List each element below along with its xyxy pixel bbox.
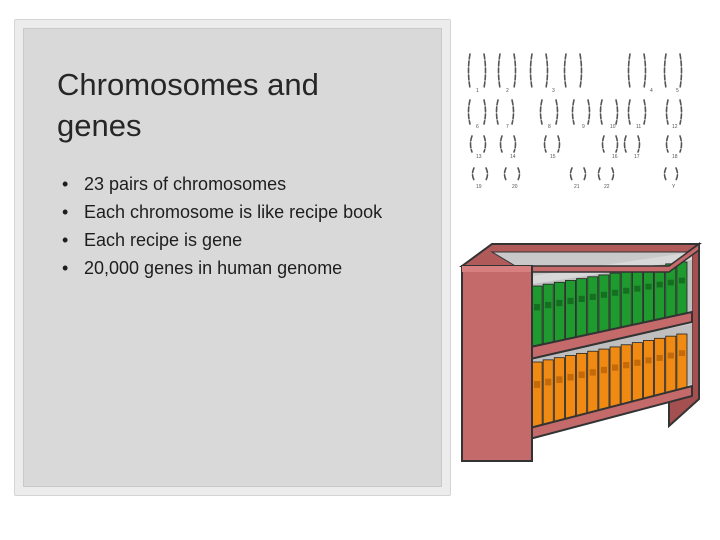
chromosome-mark [514,136,516,152]
book-spine [632,343,642,404]
book-band [634,286,640,292]
book-spine [643,268,653,326]
book-spine [655,266,665,323]
book-band [590,369,596,375]
book-band [545,302,551,308]
chromosome-mark [558,136,560,152]
book-band [579,296,585,302]
chromosome-label: Y [672,184,676,190]
book-spine [621,271,631,330]
chromosome-label: 12 [672,124,678,130]
book-spine [554,358,564,424]
chromosome-mark [680,54,682,88]
chromosome-label: 17 [634,154,640,160]
book-band [534,304,540,310]
title-line-2: genes [57,108,142,143]
book-spine [599,349,609,412]
book-spine [588,277,598,338]
book-spine [577,353,587,418]
book-spine [565,356,575,422]
book-band [556,300,562,306]
chromosome-mark [512,100,514,124]
chromosome-mark [514,54,516,88]
chromosome-mark [546,54,548,88]
chromosome-mark [565,54,567,88]
book-spine [677,334,687,392]
book-band [534,381,540,388]
book-band [645,284,651,290]
chromosome-label: 19 [476,184,482,190]
bullet-list [62,170,382,282]
book-spine [543,360,553,427]
book-band [623,362,629,368]
bullet-text: 20,000 genes in human genome [84,258,343,278]
chromosome-label: 7 [506,124,509,130]
book-band [668,280,674,286]
chromosome-mark [676,168,678,180]
chromosome-label: 2 [506,88,509,94]
chromosome-mark [667,100,669,124]
chromosome-mark [473,168,475,180]
chromosome-label: 16 [612,154,618,160]
chromosome-label: 5 [676,88,679,94]
book-band [634,360,640,366]
chromosome-label: 15 [550,154,556,160]
chromosome-label: 14 [510,154,516,160]
chromosome-mark [603,136,605,152]
book-spine [577,279,587,341]
book-spine [610,347,620,410]
book-spine [655,338,665,398]
book-band [623,288,629,294]
book-band [545,379,551,386]
book-band [679,350,685,356]
chromosome-mark [584,168,586,180]
chromosome-mark [505,168,507,180]
bullet-text: 23 pairs of chromosomes [84,174,287,194]
chromosome-mark [588,100,590,124]
chromosome-mark [665,54,667,88]
book-band [612,290,618,296]
chromosome-mark [680,136,682,152]
chromosome-mark [571,168,573,180]
chromosome-mark [499,54,501,88]
book-band [601,292,607,298]
chromosome-mark [484,54,486,88]
book-spine [543,284,553,347]
bullet-item [62,170,382,198]
karyotype-image [462,44,697,194]
book-band [567,298,573,304]
book-spine [532,286,542,350]
chromosome-mark [667,136,669,152]
book-band [645,357,651,363]
chromosome-mark [573,100,575,124]
bullet-text: Each recipe is gene [84,230,243,250]
chromosome-mark [556,100,558,124]
title-line-1: Chromosomes and [57,67,319,102]
book-band [679,278,685,284]
chromosome-mark [518,168,520,180]
chromosome-mark [545,136,547,152]
book-spine [532,362,542,430]
book-spine [677,262,687,318]
slide-title [57,64,387,146]
chromosome-label: 11 [636,124,642,130]
chromosome-mark [644,54,646,88]
chromosome-mark [469,100,471,124]
chromosome-mark [484,136,486,152]
book-spine [643,340,653,400]
chromosome-mark [638,136,640,152]
chromosome-label: 22 [604,184,610,190]
chromosome-mark [680,100,682,124]
bullet-dot: • [62,230,69,250]
book-band [590,294,596,300]
chromosome-mark [665,168,667,180]
chromosome-label: 8 [548,124,551,130]
book-spine [632,269,642,327]
bullet-item [62,226,382,254]
chromosome-mark [486,168,488,180]
chromosome-label: 18 [672,154,678,160]
chromosome-label: 20 [512,184,518,190]
bullet-item [62,254,382,282]
book-band [657,282,663,288]
book-spine [610,273,620,333]
chromosome-mark [469,54,471,88]
bookcase-image [456,236,706,466]
bullet-text: Each chromosome is like recipe book [84,202,383,222]
chromosome-label: 10 [610,124,616,130]
book-band [556,376,562,383]
book-band [579,372,585,378]
bullet-item [62,198,382,226]
book-spine [588,351,598,415]
chromosome-label: 21 [574,184,580,190]
chromosome-label: 13 [476,154,482,160]
book-spine [666,336,676,395]
book-spine [565,280,575,342]
chromosome-label: 4 [650,88,653,94]
chromosome-label: 9 [582,124,585,130]
book-band [601,367,607,373]
chromosome-mark [612,168,614,180]
chromosome-mark [629,100,631,124]
chromosome-mark [644,100,646,124]
chromosome-label: 6 [476,124,479,130]
chromosome-mark [471,136,473,152]
book-band [567,374,573,381]
chromosome-mark [497,100,499,124]
bullet-dot: • [62,258,69,278]
bullet-dot: • [62,202,69,222]
chromosome-mark [580,54,582,88]
chromosome-mark [625,136,627,152]
chromosome-mark [501,136,503,152]
chromosome-mark [629,54,631,88]
chromosome-label: 1 [476,88,479,94]
book-band [612,364,618,370]
chromosome-mark [601,100,603,124]
book-band [668,353,674,359]
chromosome-mark [541,100,543,124]
chromosome-mark [599,168,601,180]
bullet-dot: • [62,174,69,194]
book-spine [621,345,631,407]
chromosome-mark [531,54,533,88]
chromosome-mark [484,100,486,124]
book-spine [554,282,564,345]
chromosome-mark [616,136,618,152]
book-band [657,355,663,361]
chromosome-label: 3 [552,88,555,94]
book-spine [599,275,609,335]
chromosome-mark [616,100,618,124]
